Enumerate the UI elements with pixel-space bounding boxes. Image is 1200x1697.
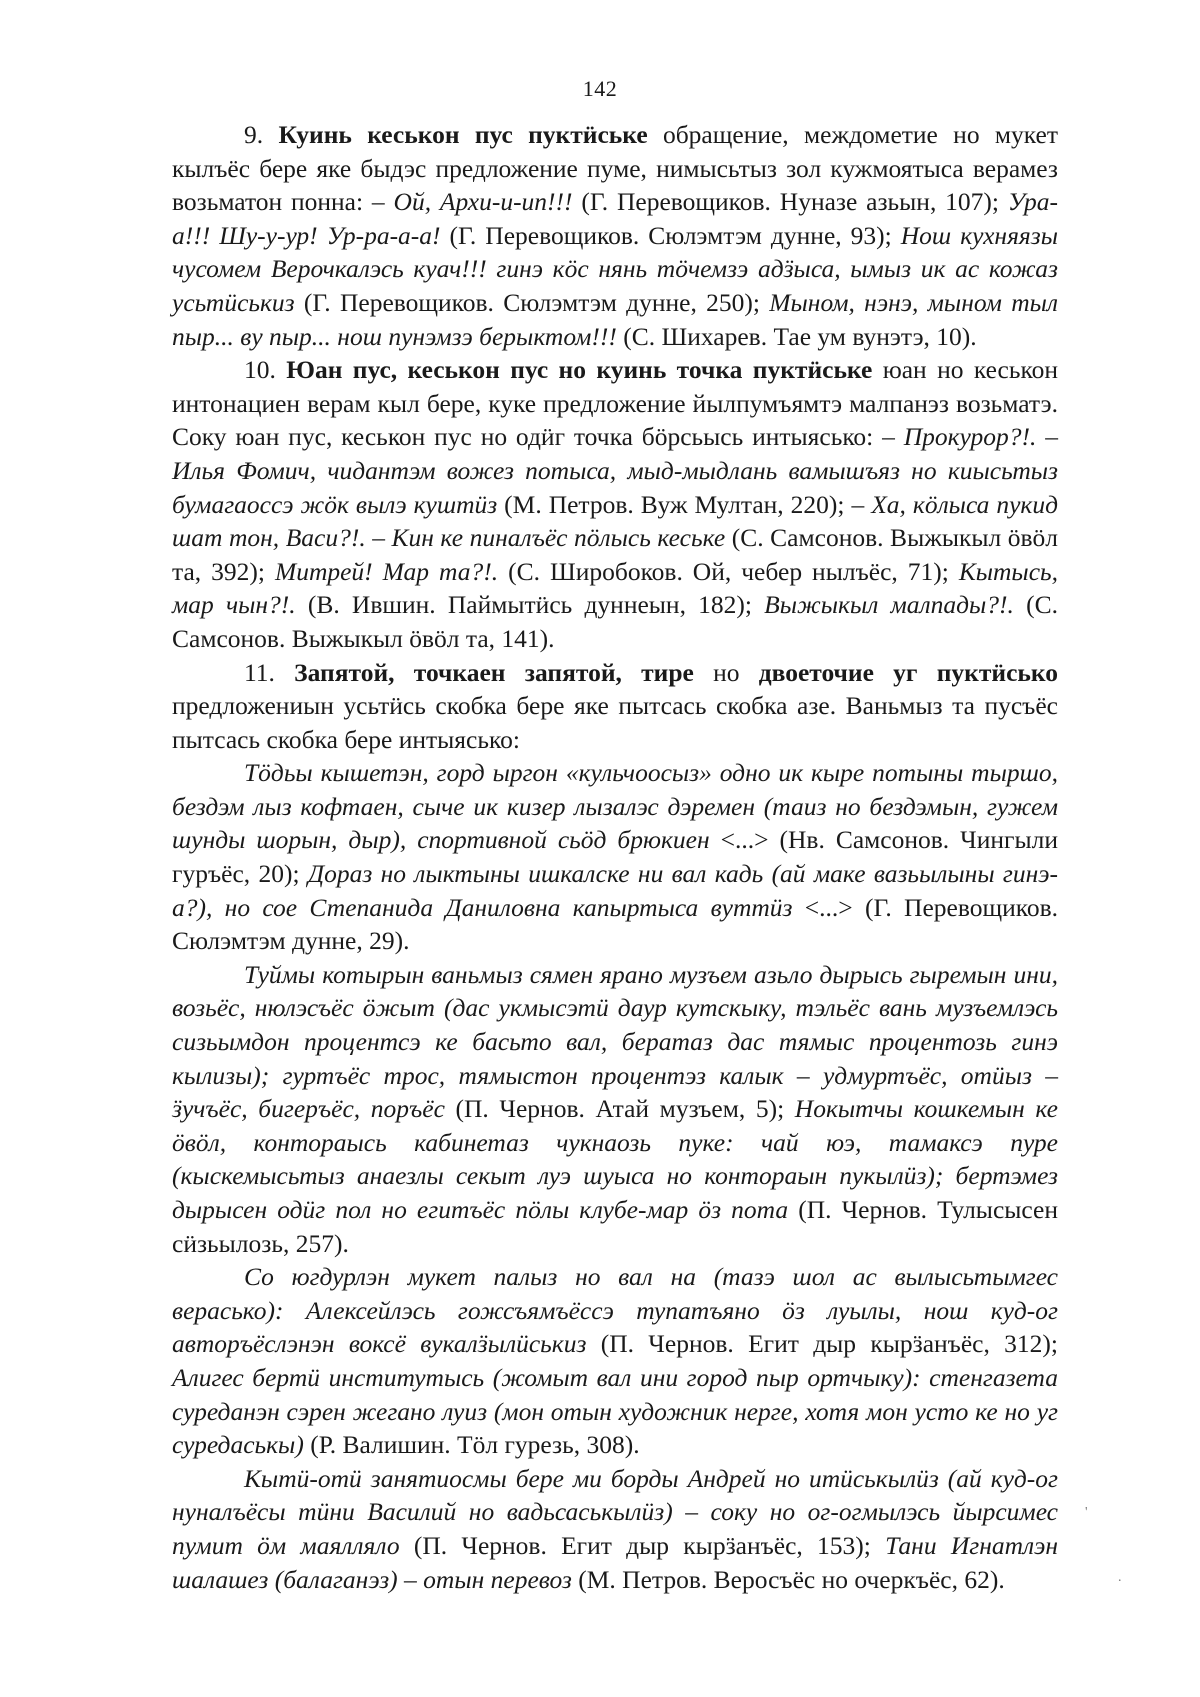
- rule-11-heading: двоеточие уг пуктӥсько: [758, 657, 1058, 687]
- rule-9-source: (Г. Перевощиков. Сюлэмтэм дунне, 250);: [294, 287, 770, 317]
- page-number: 142: [582, 76, 618, 101]
- rule-10-example: Прокурор?!. – Илья Фомич, чидантэм вожез потыса, мыд-мыдлань вамышъяз но киысьтыз бумагаоссэ жöк вылэ куштӥз: [172, 422, 1058, 519]
- rule-9-text: обращение, междометие но мукет кылъёс бере яке быдэс предложение пуме, нимысьтыз зол кужмоятыса верамез возьматон понна: –: [172, 120, 1058, 217]
- rule-10-example: Митрей! Мар та?!.: [274, 556, 499, 586]
- rule-9-example: Мыном, нэнэ, мыном тыл пыр... ву пыр... нош пунэмзэ берыктом!!!: [172, 287, 1058, 351]
- paragraph-rule-9: [172, 118, 1058, 353]
- example-quote: Дораз но лыктыны ишкалске ни вал кадь (ай маке вазьылыны гинэ-а?), но сое Степанида Даниловна капыртыса вуттӥз: [172, 859, 1058, 922]
- example-source: (М. Петров. Веросъёс но очеркъёс, 62).: [571, 1564, 1005, 1594]
- rule-11-text: предложениын усьтӥсь скобка бере яке пытсась скобка азе. Ваньмыз та пусъёс пытсась скобка бере интыясько:: [172, 691, 1058, 754]
- rule-10-source: (С. Самсонов. Выжыкыл öвöл та, 141).: [172, 590, 1059, 653]
- rule-11-number: 11.: [244, 657, 275, 687]
- rule-10-source: (М. Петров. Вуж Мултан, 220); –: [497, 489, 872, 519]
- example-paragraph-3: [172, 1260, 1058, 1462]
- rule-9-example: Ура-а!!! Шу-у-ур! Ур-ра-а-а!: [172, 187, 1058, 250]
- rule-11-heading: Запятой, точкаен запятой, тире: [294, 657, 694, 687]
- rule-10-example: Ха, кöлыса пукид шат тон, Васи?!. – Кин ке пиналъёс пöлысь кеське: [172, 489, 1058, 553]
- example-paragraph-1: [172, 756, 1058, 958]
- example-source: (Р. Валишин. Тöл гурезь, 308).: [303, 1430, 640, 1460]
- paragraph-rule-10: [172, 353, 1058, 655]
- rule-9-source: (Г. Перевощиков. Сюлэмтэм дунне, 93);: [440, 220, 901, 250]
- example-quote: Со югдурлэн мукет палыз но вал на (тазэ шол ас вылысьтымгес верасько): Алексейлэсь гожсъямъёссэ тупатъяно öз луылы, нош куд-ог авторъёслэнэн воксё вукалӟылӥськиз: [172, 1262, 1058, 1359]
- example-source: <...> (Нв. Самсонов. Чингыли гуръёс, 20);: [172, 825, 1058, 889]
- rule-10-source: (С. Самсонов. Выжыкыл öвöл та, 392);: [172, 523, 1059, 586]
- example-source: (П. Чернов. Егит дыр кырӟанъёс, 153);: [399, 1530, 886, 1560]
- example-quote: Кытӥ-отӥ занятиосмы бере ми борды Андрей но итӥськылӥз (ай куд-ог нуналъёсы тӥни Василий но вадьсаськылӥз) – соку но ог-огмылэсь йырсимес пумит öм маялляло: [172, 1463, 1058, 1560]
- page-body: [172, 118, 1058, 1596]
- example-quote: Тани Игнатлэн шалашез (балаганэз) – отын перевоз: [172, 1530, 1059, 1594]
- paragraph-rule-11: [172, 656, 1058, 757]
- example-source: (П. Чернов. Атай музъем, 5);: [444, 1094, 795, 1124]
- rule-10-text: юан но кеськон интонациен верам кыл бере, куке предложение йылпумъямтэ малпанэз возьматэ. Соку юан пус, кеськон пус но одӥг точка бöрсьысь интыясько: –: [172, 355, 1058, 452]
- example-quote: Алигес бертӥ институтысь (жомыт вал ини город пыр ортчыку): стенгазета суреданэн сэрен жегано луиз (мон отын художник нерге, хотя мон усто ке но уг суредаськы): [172, 1362, 1058, 1460]
- rule-10-source: (В. Ившин. Паймытӥсь дуннеын, 182);: [295, 590, 765, 620]
- rule-11-text: но: [693, 657, 759, 687]
- example-source: (П. Чернов. Егит дыр кырӟанъёс, 312);: [586, 1329, 1059, 1359]
- rule-9-heading: Куинь кеськон пус пуктӥське: [278, 120, 648, 149]
- scan-speck: ': [1085, 1505, 1088, 1520]
- example-paragraph-2: [172, 958, 1058, 1260]
- example-quote: Тöдьы кышетэн, горд ыргон «кульчоосыз» одно ик кыре потыны тыршо, бездэм лыз кофтаен, сыче ик кизер лызалэс дэремен (таиз но бездэмын, гужем шунды шорын, дыр), спортивной сьöд брюкиен: [172, 758, 1058, 855]
- example-quote: Нокытчы кошкемын ке öвöл, контораысь кабинетаз чукнаозь пуке: чай юэ, тамаксэ пуре (кыскемысьтыз анаезлы секыт луэ шуыса но конторaын пукылӥз); бертэмез дырысен одӥг пол но егитъёс пöлы клубе-мар öз пота: [172, 1094, 1058, 1224]
- rule-10-source: (С. Широбоков. Ой, чебер нылъёс, 71);: [498, 556, 959, 586]
- rule-10-example: Кытысь, мар чын?!.: [172, 556, 1058, 620]
- rule-9-number: 9.: [244, 120, 264, 149]
- example-paragraph-4: [172, 1462, 1058, 1596]
- scan-speck: .: [1118, 1570, 1122, 1585]
- rule-10-heading: Юан пус, кеськон пус но куинь точка пуктӥське: [286, 355, 873, 385]
- rule-9-source: (Г. Перевощиков. Нуназе азьын, 107);: [572, 187, 1008, 217]
- rule-9-source: (С. Шихарев. Тае ум вунэтэ, 10).: [616, 321, 977, 351]
- rule-9-example: Ой, Архи-и-ип!!!: [393, 187, 573, 217]
- example-source: <...> (Г. Перевощиков. Сюлэмтэм дунне, 29).: [172, 892, 1058, 956]
- rule-9-example: Нош кухняязы чусомем Верочкалэсь куач!!! гинэ кöс нянь тöчемзэ адӟыса, ымыз ик ас кожаз усьтӥськиз: [172, 220, 1058, 317]
- example-source: (П. Чернов. Тулысысен сӥзьылозь, 257).: [172, 1195, 1058, 1258]
- rule-10-example: Выжыкыл малпады?!.: [764, 590, 1014, 620]
- example-quote: Туймы котырын ваньмыз сямен ярано музъем азьло дырысь гыремын ини, возьёс, нюлэсъёс öжыт (дас укмысэтӥ даур кутскыку, тэльёс вань музъемлэсь сизьымдон процентсэ ке басьто вал, бератаз дас тямыс процентозь гинэ кылизы); гуртъёс трос, тямыстон процентэз калык – удмуртъёс, отӥыз – ӟучъёс, бигеръёс, поръёс: [172, 959, 1058, 1124]
- rule-10-number: 10.: [244, 355, 276, 385]
